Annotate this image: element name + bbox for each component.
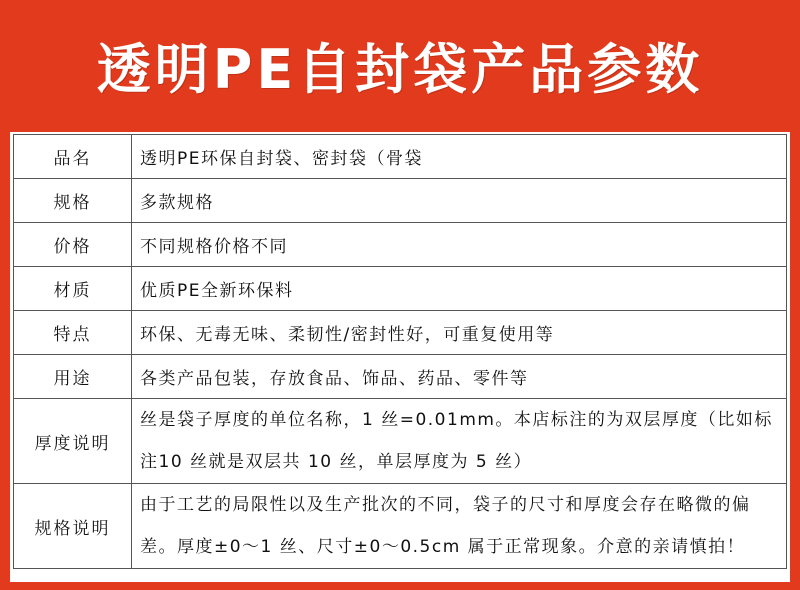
row-label: 规格说明 [14, 484, 132, 569]
table-row-price [14, 223, 787, 267]
row-label: 规格 [14, 179, 132, 223]
page-title: 透明PE自封袋产品参数 [96, 37, 704, 101]
spec-table-container [10, 132, 790, 582]
row-label: 品名 [14, 135, 132, 179]
table-row-specification [14, 179, 787, 223]
row-value: 优质PE全新环保料 [132, 267, 787, 311]
table-row-usage [14, 355, 787, 399]
row-value: 丝是袋子厚度的单位名称，1 丝=0.01mm。本店标注的为双层厚度（比如标注10 丝就是双层共 10 丝，单层厚度为 5 丝） [132, 399, 787, 484]
row-label: 用途 [14, 355, 132, 399]
spec-table [13, 134, 787, 569]
row-value: 环保、无毒无味、柔韧性/密封性好，可重复使用等 [132, 311, 787, 355]
row-value: 不同规格价格不同 [132, 223, 787, 267]
table-row-features [14, 311, 787, 355]
table-row-material [14, 267, 787, 311]
row-label: 厚度说明 [14, 399, 132, 484]
table-row-spec-note [14, 484, 787, 569]
row-value: 各类产品包装，存放食品、饰品、药品、零件等 [132, 355, 787, 399]
row-value: 由于工艺的局限性以及生产批次的不同，袋子的尺寸和厚度会存在略微的偏差。厚度±0～1 丝、尺寸±0～0.5cm 属于正常现象。介意的亲请慎拍！ [132, 484, 787, 569]
row-value: 透明PE环保自封袋、密封袋（骨袋 [132, 135, 787, 179]
table-row-thickness-note [14, 399, 787, 484]
table-row-product-name [14, 135, 787, 179]
row-label: 特点 [14, 311, 132, 355]
row-label: 价格 [14, 223, 132, 267]
row-value: 多款规格 [132, 179, 787, 223]
title-banner [0, 0, 800, 130]
row-label: 材质 [14, 267, 132, 311]
